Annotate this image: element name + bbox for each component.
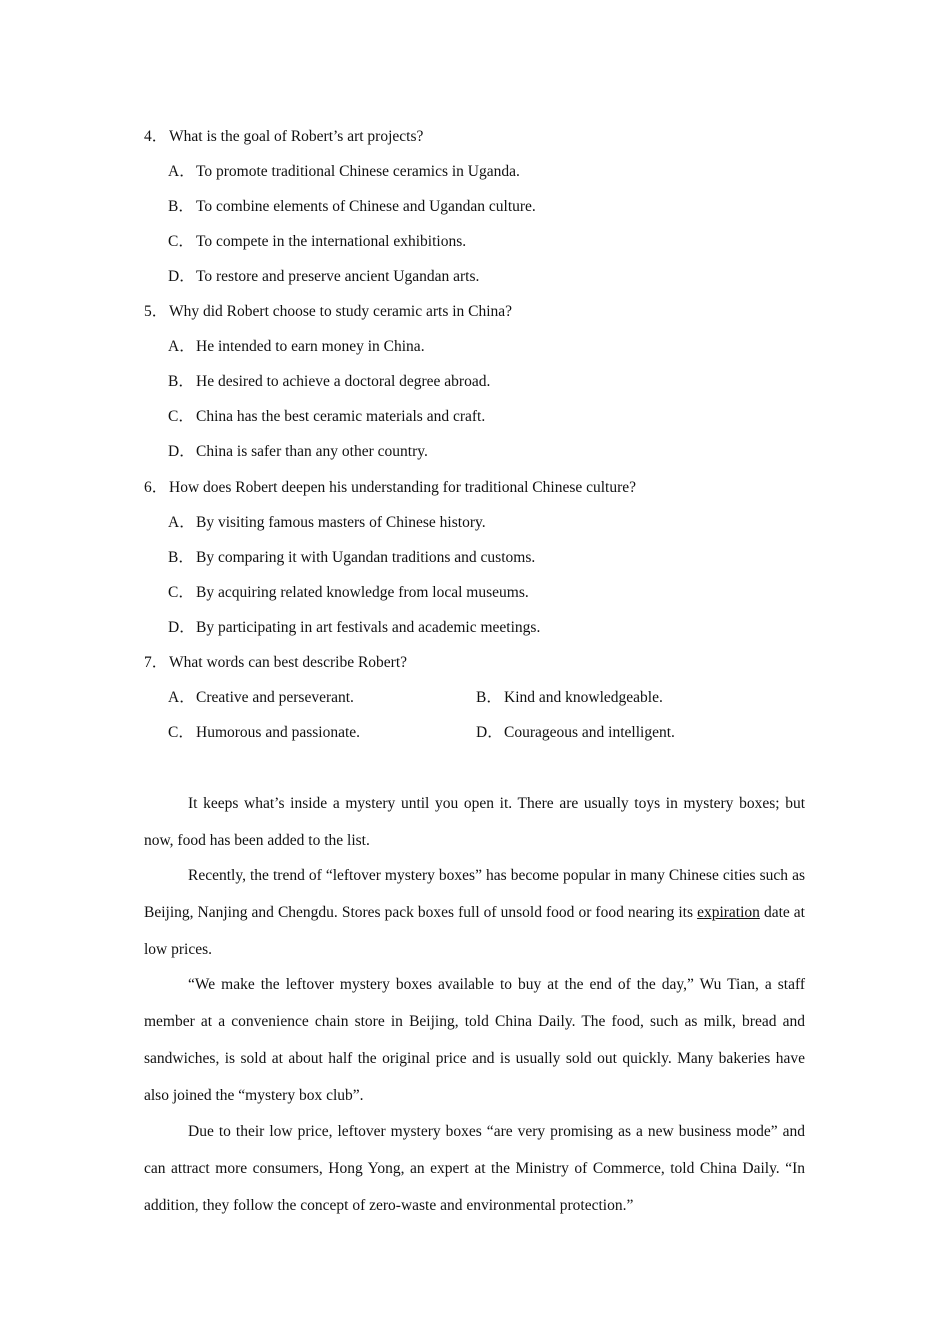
question-6-option-b bbox=[168, 548, 535, 568]
question-4 bbox=[144, 127, 423, 147]
option-letter: B． bbox=[168, 549, 194, 566]
question-5 bbox=[144, 302, 512, 322]
passage-paragraph-3: “We make the leftover mystery boxes available to buy at the end of the day,” Wu Tian, a staff member at a convenience chain store in Beijing, told China Daily. The food, such as milk, bread and sandwiches, is sold at about half the original price and is usually sold out quickly. Many bakeries have also joined the “mystery box club”. bbox=[144, 976, 805, 1104]
option-text: Creative and perseverant. bbox=[196, 689, 354, 706]
option-letter: D． bbox=[168, 268, 195, 285]
option-letter: B． bbox=[168, 373, 194, 390]
paragraph-text: Recently, the trend of “leftover mystery boxes” has become popular in many Chinese cities such as Beijing, Nanjing and Chengdu. Stores pack boxes full of unsold food or food nearing its bbox=[144, 867, 805, 921]
option-text: To combine elements of Chinese and Ugandan culture. bbox=[196, 198, 536, 215]
question-6-option-d bbox=[168, 618, 540, 638]
option-text: By comparing it with Ugandan traditions and customs. bbox=[196, 549, 536, 566]
question-5-option-b bbox=[168, 372, 490, 392]
question-number: 5． bbox=[144, 303, 168, 320]
option-letter: B． bbox=[168, 198, 194, 215]
option-letter: C． bbox=[168, 584, 194, 601]
passage-paragraph-1: It keeps what’s inside a mystery until you open it. There are usually toys in mystery boxes; but now, food has been added to the list. bbox=[144, 795, 805, 849]
question-number: 6． bbox=[144, 479, 168, 496]
option-text: To promote traditional Chinese ceramics in Uganda. bbox=[196, 163, 520, 180]
option-text: Courageous and intelligent. bbox=[504, 724, 675, 741]
question-text: What is the goal of Robert’s art projects? bbox=[169, 128, 424, 145]
question-4-option-d bbox=[168, 267, 479, 287]
option-letter: A． bbox=[168, 689, 195, 706]
question-4-option-a bbox=[168, 162, 520, 182]
question-6-option-a bbox=[168, 513, 486, 533]
option-text: China is safer than any other country. bbox=[196, 443, 428, 460]
question-text: Why did Robert choose to study ceramic arts in China? bbox=[169, 303, 513, 320]
question-6-option-c bbox=[168, 583, 529, 603]
question-5-option-a bbox=[168, 337, 425, 357]
question-7-option-a bbox=[168, 688, 354, 708]
question-5-option-c bbox=[168, 407, 485, 427]
question-number: 7． bbox=[144, 654, 168, 671]
option-letter: A． bbox=[168, 163, 195, 180]
option-letter: C． bbox=[168, 233, 194, 250]
option-letter: D． bbox=[476, 724, 503, 741]
question-4-option-c bbox=[168, 232, 466, 252]
question-4-option-b bbox=[168, 197, 536, 217]
paragraph-text: date at low prices. bbox=[144, 904, 805, 958]
question-number: 4． bbox=[144, 128, 168, 145]
option-letter: A． bbox=[168, 338, 195, 355]
option-text: To restore and preserve ancient Ugandan arts. bbox=[196, 268, 480, 285]
underlined-word: expiration bbox=[697, 904, 760, 921]
question-7-option-c bbox=[168, 723, 360, 743]
option-text: By acquiring related knowledge from local museums. bbox=[196, 584, 529, 601]
passage-paragraph-4: Due to their low price, leftover mystery boxes “are very promising as a new business mode” and can attract more consumers, Hong Yong, an expert at the Ministry of Commerce, told China Daily. “In addition, they follow the concept of zero-waste and environmental protection.” bbox=[144, 1123, 805, 1214]
question-text: How does Robert deepen his understanding for traditional Chinese culture? bbox=[169, 479, 637, 496]
option-text: He desired to achieve a doctoral degree abroad. bbox=[196, 373, 491, 390]
question-7-option-d bbox=[476, 723, 675, 743]
option-text: Humorous and passionate. bbox=[196, 724, 361, 741]
option-text: By visiting famous masters of Chinese history. bbox=[196, 514, 486, 531]
option-letter: D． bbox=[168, 443, 195, 460]
passage-paragraph-2 bbox=[144, 857, 805, 968]
option-letter: C． bbox=[168, 724, 194, 741]
question-text: What words can best describe Robert? bbox=[169, 654, 408, 671]
option-letter: C． bbox=[168, 408, 194, 425]
option-letter: B． bbox=[476, 689, 502, 706]
question-5-option-d bbox=[168, 442, 428, 462]
option-text: Kind and knowledgeable. bbox=[504, 689, 663, 706]
option-text: China has the best ceramic materials and craft. bbox=[196, 408, 486, 425]
question-7 bbox=[144, 653, 407, 673]
option-letter: A． bbox=[168, 514, 195, 531]
question-7-option-b bbox=[476, 688, 663, 708]
option-text: He intended to earn money in China. bbox=[196, 338, 425, 355]
option-text: By participating in art festivals and academic meetings. bbox=[196, 619, 541, 636]
question-6 bbox=[144, 478, 636, 498]
option-letter: D． bbox=[168, 619, 195, 636]
option-text: To compete in the international exhibitions. bbox=[196, 233, 467, 250]
